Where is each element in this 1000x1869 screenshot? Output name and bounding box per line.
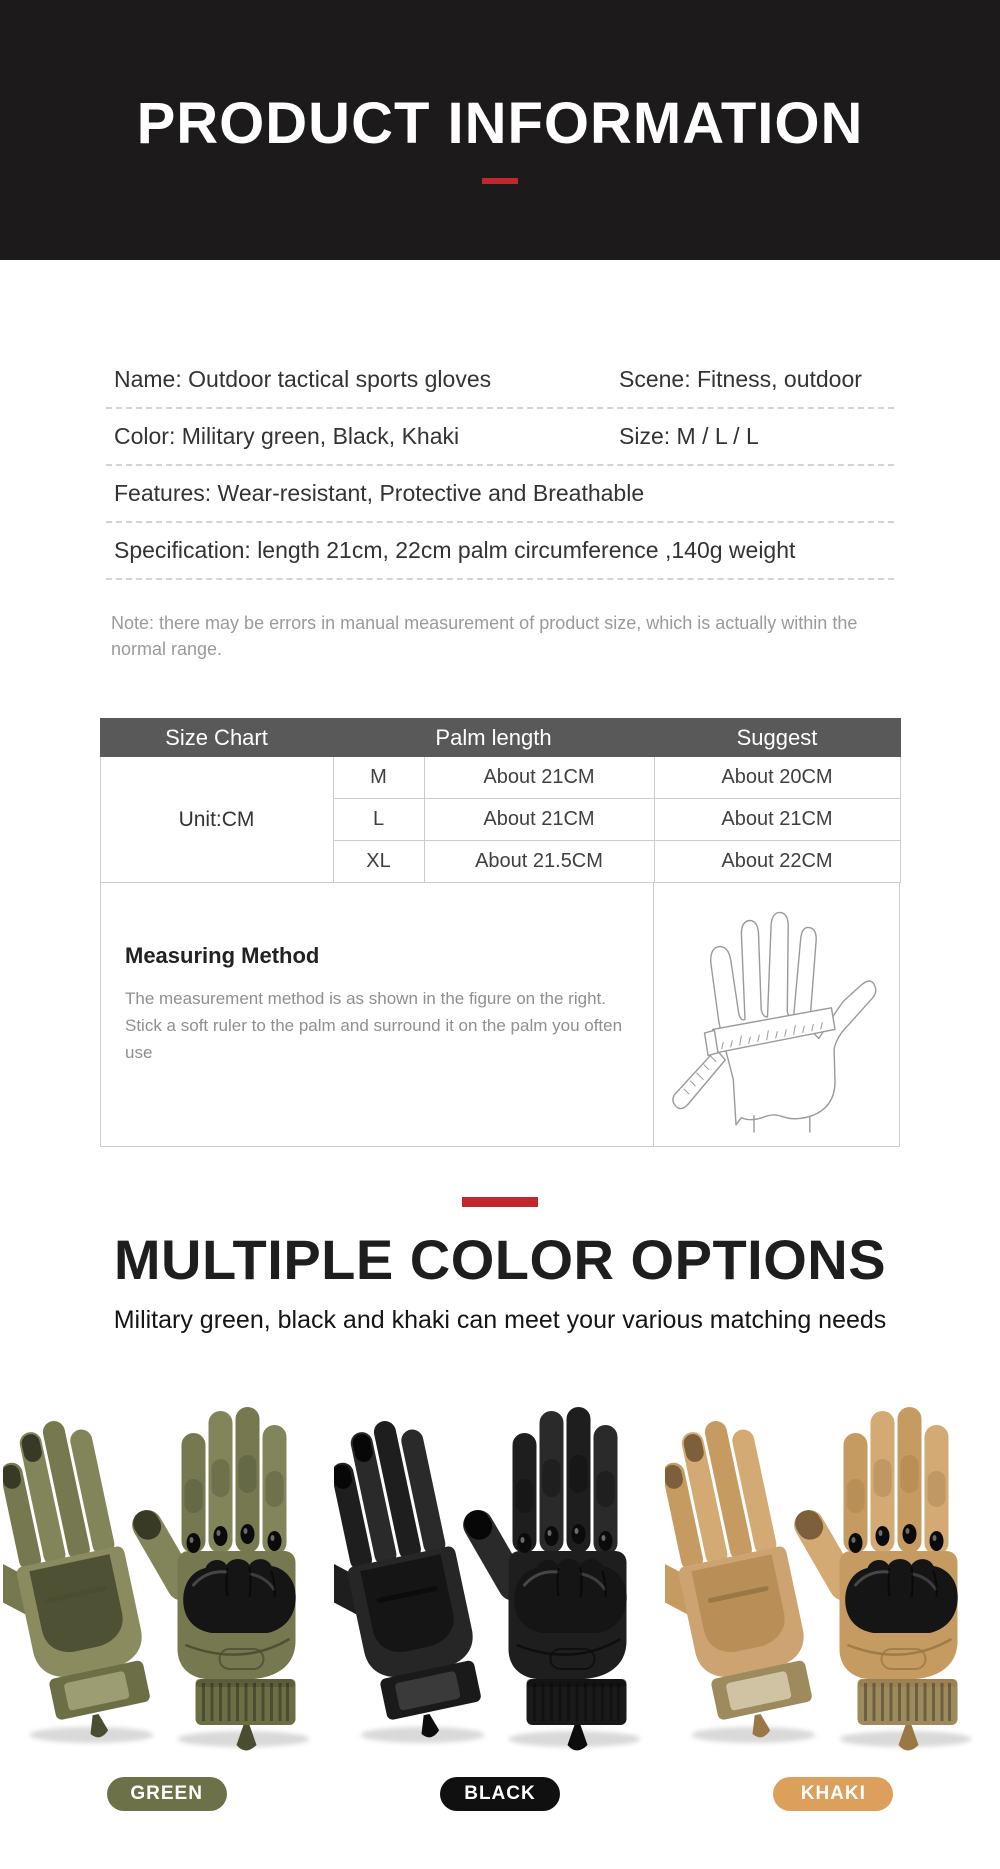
section-subtitle: Military green, black and khaki can meet your various matching needs	[113, 1305, 887, 1334]
glove-pair-illustration	[665, 1383, 996, 1755]
section-title: MULTIPLE COLOR OPTIONS	[113, 1228, 887, 1291]
measuring-method-description: The measurement method is as shown in the figure on the right. Stick a soft ruler to the palm and surround it on the palm you often use	[125, 989, 623, 1062]
color-labels	[0, 1777, 1000, 1811]
table-header-row	[100, 719, 900, 757]
spec-row	[106, 409, 894, 466]
measuring-figure-cell	[653, 883, 899, 1146]
page-title: PRODUCT INFORMATION	[136, 91, 864, 156]
color-pill-black: BLACK	[440, 1777, 560, 1811]
suggest-cell: About 21CM	[654, 799, 900, 841]
glove-card-khaki	[665, 1383, 996, 1755]
size-chart-table	[100, 718, 901, 883]
header-suggest: Suggest	[654, 719, 900, 757]
size-cell: XL	[333, 841, 424, 883]
palm-length-cell: About 21CM	[424, 757, 654, 799]
spec-features: Features: Wear-resistant, Protective and Breathable	[114, 480, 645, 506]
glove-pair-illustration	[3, 1383, 334, 1755]
spec-row	[106, 466, 894, 523]
measuring-method-panel	[100, 883, 900, 1147]
spec-specification: Specification: length 21cm, 22cm palm circumference ,140g weight	[114, 537, 796, 563]
table-row	[100, 757, 900, 799]
title-accent-bar	[482, 178, 518, 184]
spec-scene: Scene: Fitness, outdoor	[619, 366, 862, 392]
palm-length-cell: About 21.5CM	[424, 841, 654, 883]
spec-name: Name: Outdoor tactical sports gloves	[114, 366, 492, 392]
suggest-cell: About 22CM	[654, 841, 900, 883]
spec-size: Size: M / L / L	[619, 423, 759, 449]
color-pill-khaki: KHAKI	[773, 1777, 893, 1811]
size-cell: L	[333, 799, 424, 841]
measuring-method-text	[101, 883, 653, 1146]
header	[0, 0, 1000, 260]
size-cell: M	[333, 757, 424, 799]
glove-pair-illustration	[334, 1383, 665, 1755]
spec-color: Color: Military green, Black, Khaki	[114, 423, 460, 449]
palm-length-cell: About 21CM	[424, 799, 654, 841]
measuring-method-title: Measuring Method	[125, 943, 320, 968]
spec-row	[106, 523, 894, 580]
color-pill-green: GREEN	[107, 1777, 227, 1811]
spec-row	[106, 352, 894, 409]
glove-card-black	[334, 1383, 665, 1755]
suggest-cell: About 20CM	[654, 757, 900, 799]
hand-measure-illustration	[664, 891, 889, 1139]
glove-card-green	[3, 1383, 334, 1755]
section-accent-bar	[462, 1197, 538, 1207]
measurement-note: Note: there may be errors in manual measurement of product size, which is actually within the normal range.	[111, 613, 858, 659]
glove-gallery	[0, 1383, 1000, 1755]
unit-cell: Unit:CM	[100, 757, 333, 883]
header-size-chart: Size Chart	[100, 719, 333, 757]
spec-list	[106, 352, 894, 580]
header-palm-length: Palm length	[333, 719, 654, 757]
